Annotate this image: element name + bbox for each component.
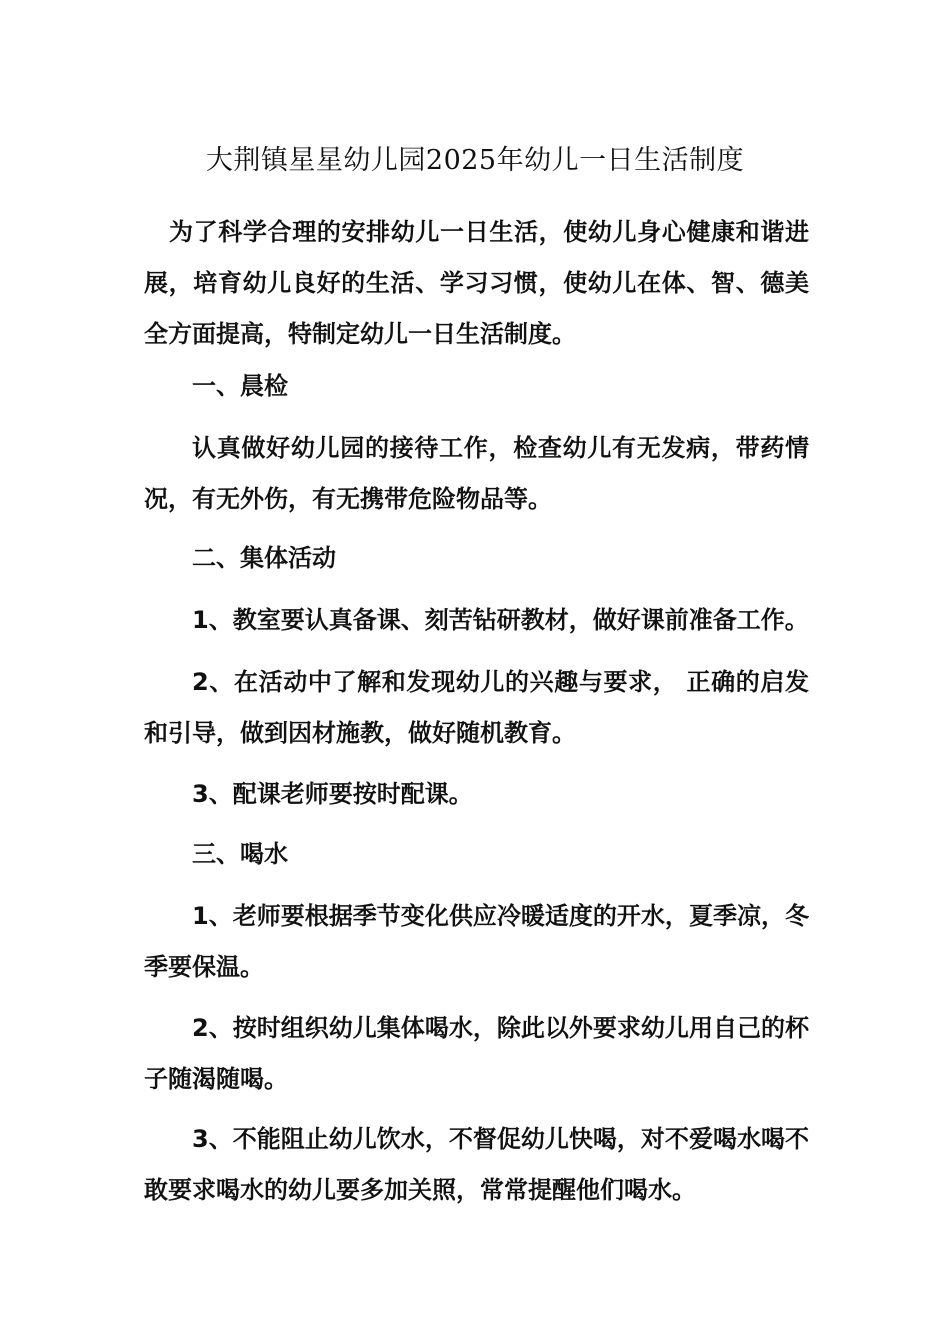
group-activity-item-1: 1、教室要认真备课、刻苦钻研教材，做好课前准备工作。 [192, 606, 809, 634]
drinking-water-item-3: 3、不能阻止幼儿饮水，不督促幼儿快喝，对不爱喝水喝不敢要求喝水的幼儿要多加关照，常常提醒他们喝水。 [144, 1125, 809, 1204]
document-title: 大荆镇星星幼儿园2025年幼儿一日生活制度 [205, 145, 745, 176]
section-heading-morning-check: 一、晨检 [192, 372, 288, 400]
intro-paragraph: 为了科学合理的安排幼儿一日生活，使幼儿身心健康和谐进展，培育幼儿良好的生活、学习习惯，使幼儿在体、智、德美全方面提高，特制定幼儿一日生活制度。 [144, 218, 809, 348]
group-activity-item-2: 2、在活动中了解和发现幼儿的兴趣与要求， 正确的启发和引导，做到因材施教，做好随机教育。 [144, 668, 809, 747]
group-activity-item-3: 3、配课老师要按时配课。 [192, 780, 473, 808]
drinking-water-item-2: 2、按时组织幼儿集体喝水，除此以外要求幼儿用自己的杯子随渴随喝。 [144, 1014, 809, 1093]
section-heading-group-activity: 二、集体活动 [192, 544, 336, 572]
section-heading-drinking-water: 三、喝水 [192, 840, 288, 868]
drinking-water-item-1: 1、老师要根据季节变化供应冷暖适度的开水，夏季凉，冬季要保温。 [144, 902, 809, 981]
morning-check-paragraph: 认真做好幼儿园的接待工作，检查幼儿有无发病，带药情况，有无外伤，有无携带危险物品等。 [144, 434, 809, 513]
